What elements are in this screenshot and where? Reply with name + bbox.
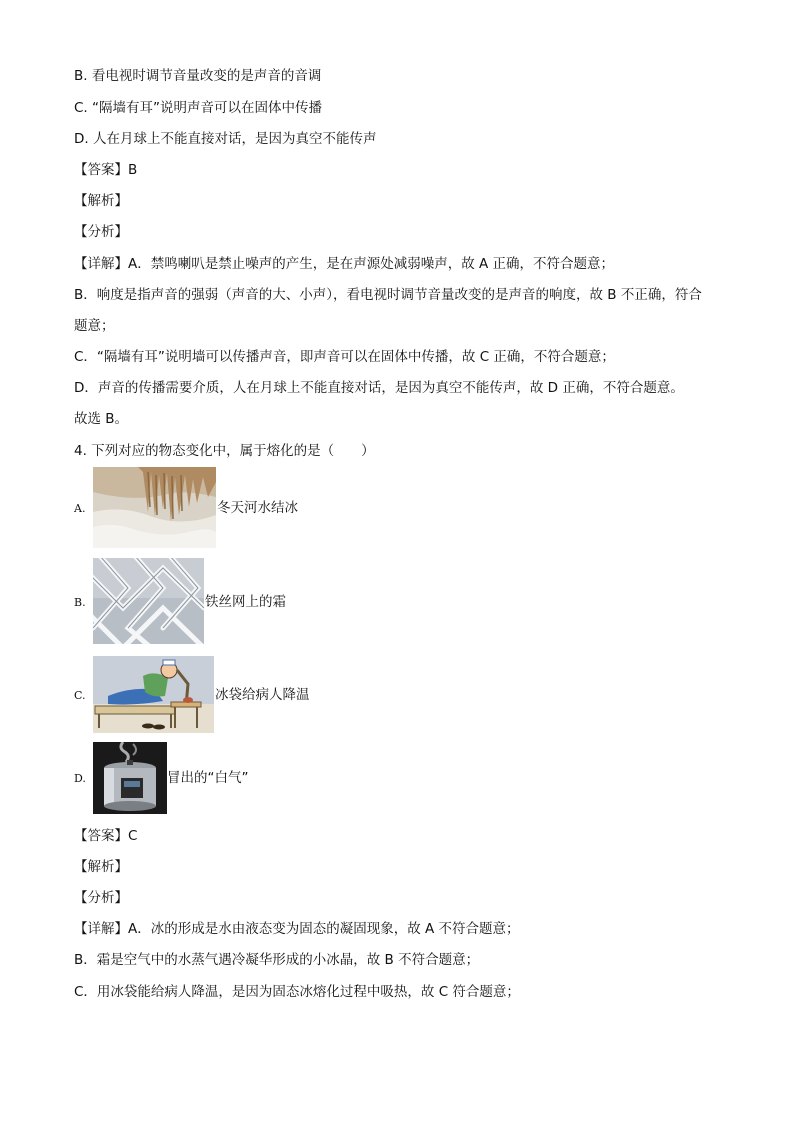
q3-conclusion: 故选 B。 — [74, 411, 129, 427]
q4-option-c-text: 冰袋给病人降温 — [215, 687, 310, 703]
q4-option-a-text: 冬天河水结冰 — [217, 500, 298, 516]
q4-option-b-label: B. — [74, 596, 86, 609]
q4-option-b-text: 铁丝网上的霜 — [205, 594, 286, 610]
q3-option-c: C. “隔墙有耳”说明声音可以在固体中传播 — [74, 100, 322, 116]
q3-fenxi-heading: 【分析】 — [74, 224, 128, 240]
q4-option-d-label: D. — [74, 772, 86, 785]
q3-detail-c: C．“隔墙有耳”说明墙可以传播声音，即声音可以在固体中传播，故 C 正确，不符合题意； — [74, 349, 615, 365]
q4-detail-c: C．用冰袋能给病人降温，是因为固态冰熔化过程中吸热，故 C 符合题意； — [74, 984, 520, 1000]
q3-detail-b-line1: B．响度是指声音的强弱（声音的大、小声），看电视时调节音量改变的是声音的响度，故 B 不正确，符合 — [74, 287, 702, 303]
q3-detail-a: 【详解】A．禁鸣喇叭是禁止噪声的产生，是在声源处减弱噪声，故 A 正确，不符合题意； — [74, 256, 615, 272]
q3-option-b: B. 看电视时调节音量改变的是声音的音调 — [74, 68, 322, 84]
q4-detail-b: B．霜是空气中的水蒸气遇冷凝华形成的小冰晶，故 B 不符合题意； — [74, 952, 480, 968]
frozen-river-image — [93, 467, 216, 548]
q3-detail-d: D．声音的传播需要介质，人在月球上不能直接对话，是因为真空不能传声，故 D 正确，不符合题意。 — [74, 380, 684, 396]
frosted-wire-fence-image — [93, 558, 204, 644]
q4-answer: 【答案】C — [74, 828, 138, 844]
q4-detail-a: 【详解】A．冰的形成是水由液态变为固态的凝固现象，故 A 不符合题意； — [74, 921, 520, 937]
q4-option-a-label: A. — [74, 502, 86, 515]
q4-analysis-heading: 【解析】 — [74, 859, 128, 875]
q4-fenxi-heading: 【分析】 — [74, 890, 128, 906]
q3-answer: 【答案】B — [74, 162, 138, 178]
q3-analysis-heading: 【解析】 — [74, 193, 128, 209]
q3-option-d: D. 人在月球上不能直接对话，是因为真空不能传声 — [74, 131, 377, 147]
pressure-cooker-steam-image — [93, 742, 167, 814]
q4-stem: 4. 下列对应的物态变化中，属于熔化的是（ ） — [74, 443, 375, 459]
q4-option-c-label: C. — [74, 689, 86, 702]
ice-pack-patient-image — [93, 656, 214, 733]
q4-option-d-text: 冒出的“白气” — [167, 770, 249, 786]
q3-detail-b-line2: 题意； — [74, 318, 115, 334]
